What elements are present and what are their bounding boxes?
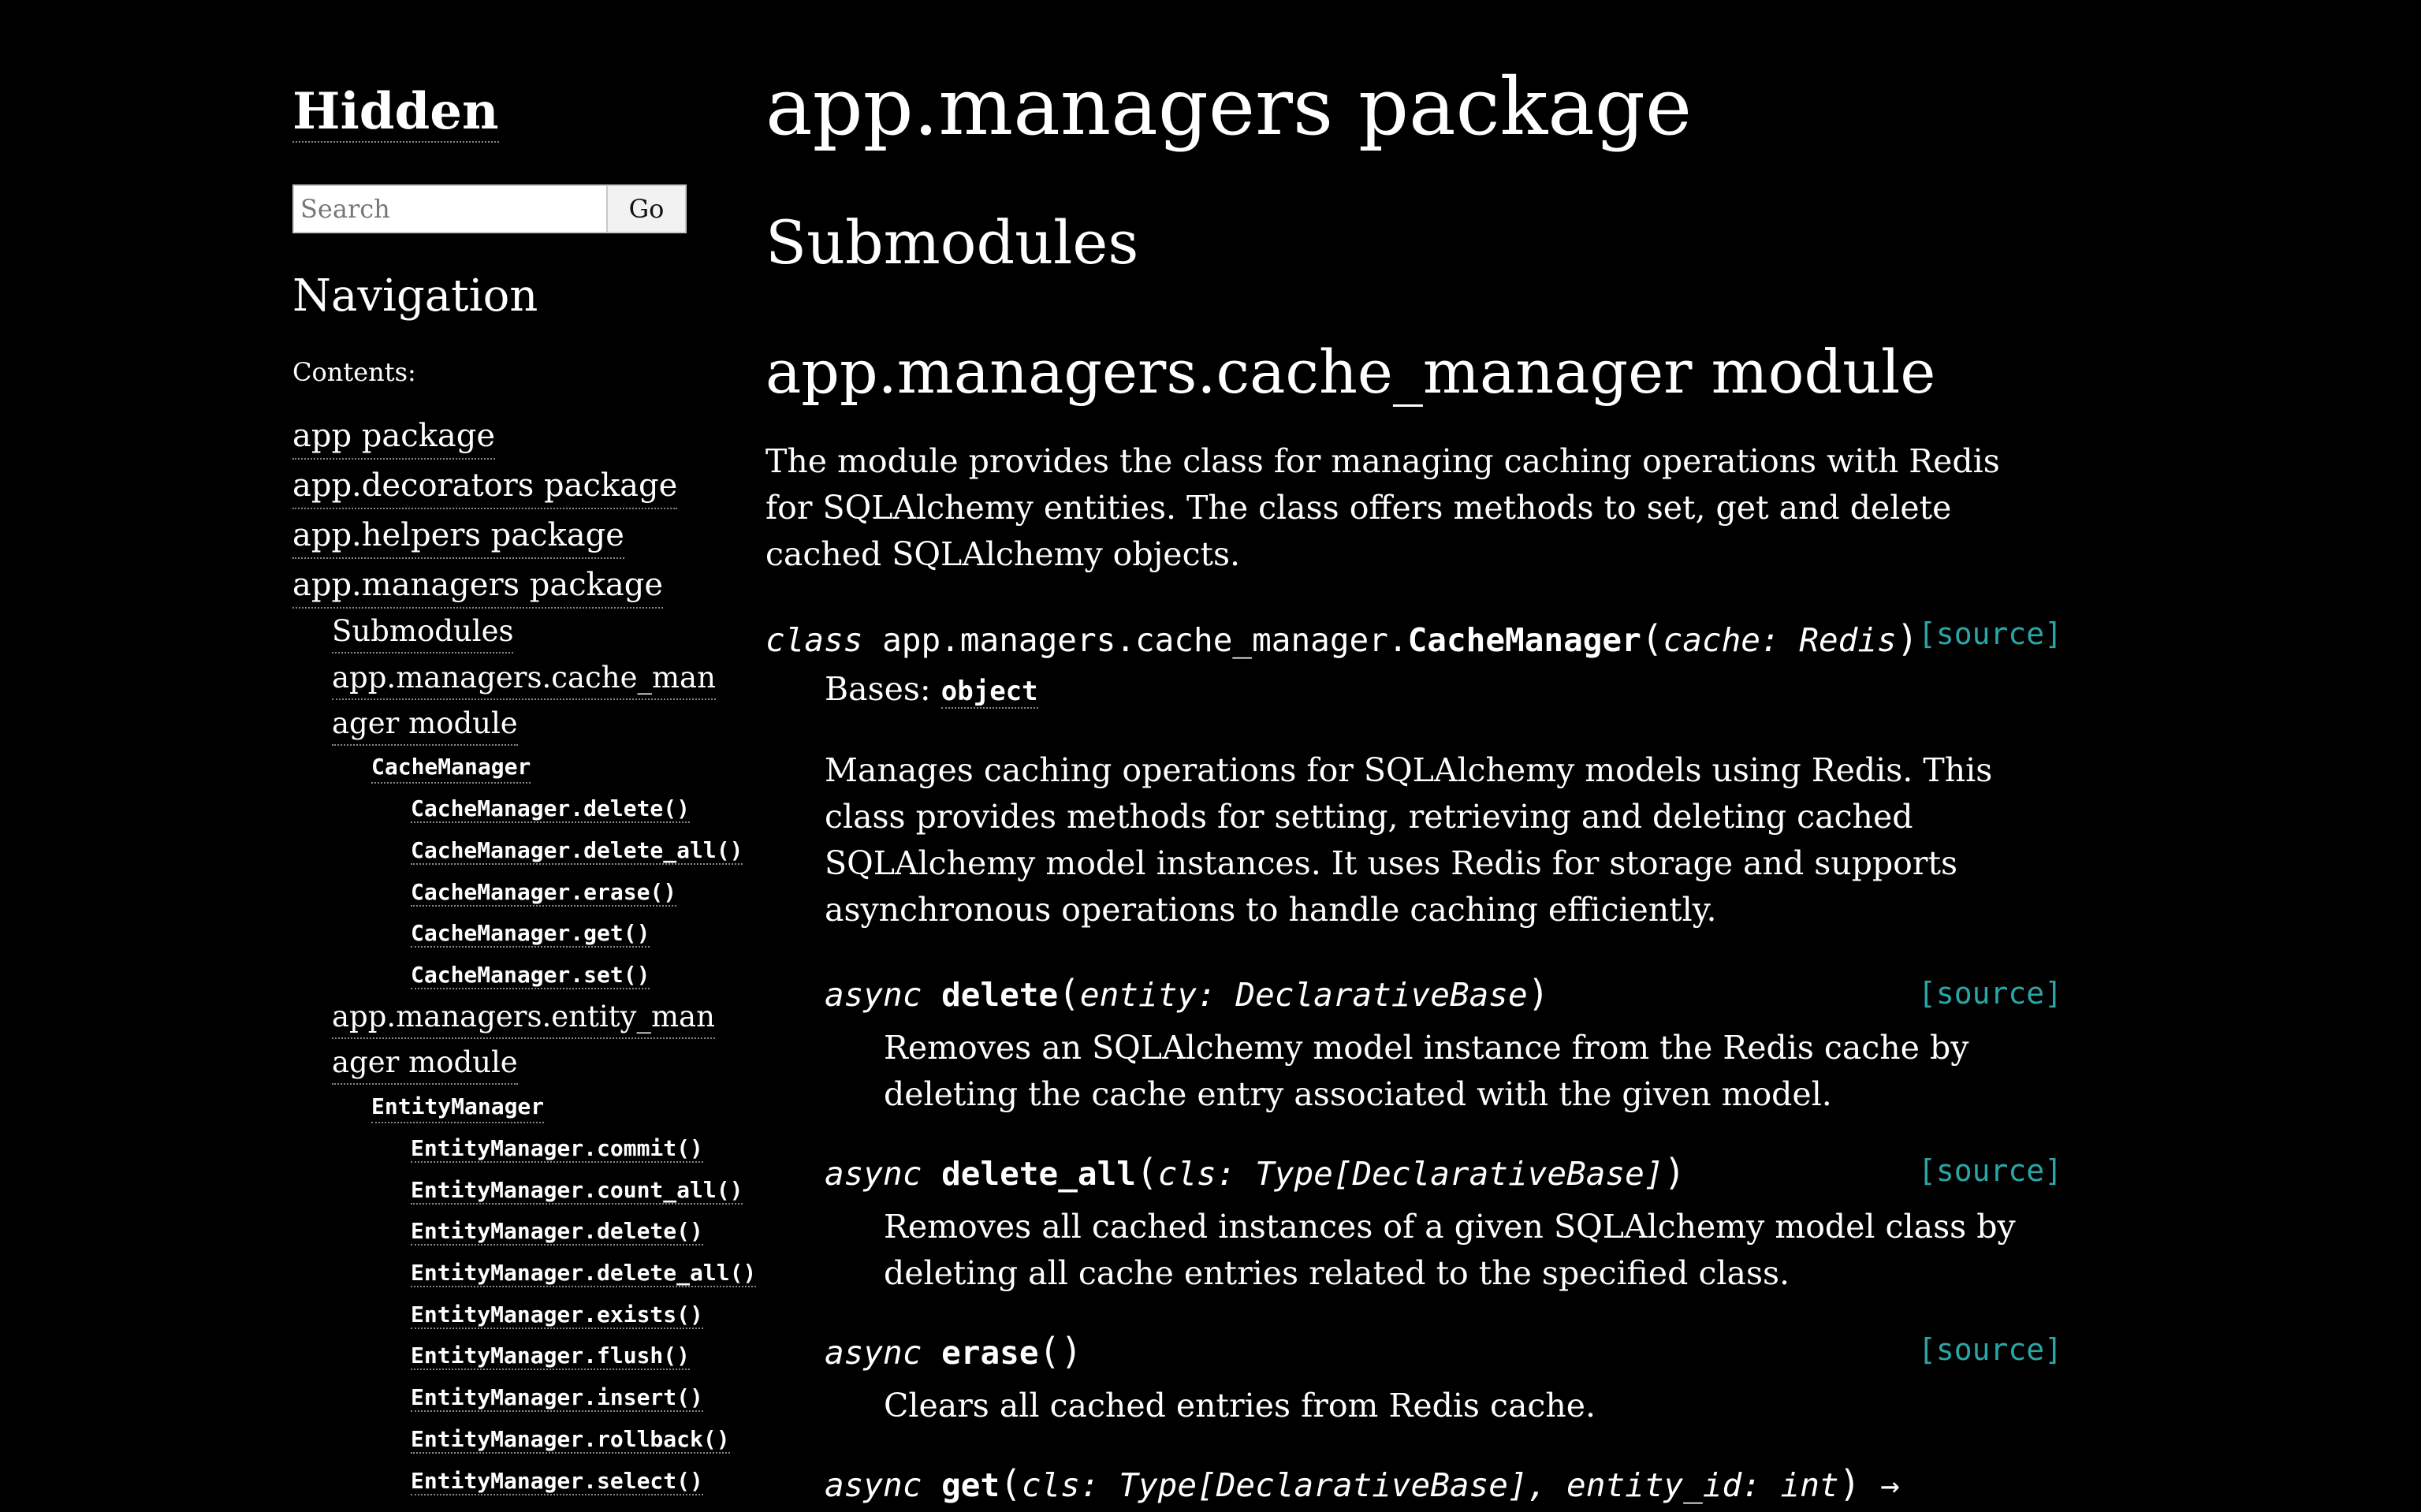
delete-all-source-link[interactable]: [source] <box>1917 1153 2062 1188</box>
toc-entitymanager-select[interactable]: EntityManager.select() <box>411 1468 703 1494</box>
method-delete-description: Removes an SQLAlchemy model instance from the Redis cache by deleting the cache entry associated with the given model. <box>884 1029 1969 1113</box>
close-paren: ) <box>1838 1462 1861 1505</box>
toc-helpers-package[interactable]: app.helpers package <box>292 513 624 559</box>
method-params: cls: Type[DeclarativeBase], entity_id: int <box>1021 1466 1839 1504</box>
method-erase-description: Clears all cached entries from Redis cache. <box>884 1387 1596 1424</box>
toc-managers-package[interactable]: app.managers package <box>292 563 663 609</box>
async-keyword: async <box>825 976 922 1014</box>
toc-entitymanager-rollback[interactable]: EntityManager.rollback() <box>411 1426 730 1452</box>
toc-entitymanager-class[interactable]: EntityManager <box>371 1092 544 1123</box>
class-description: Manages caching operations for SQLAlchemy models using Redis. This class provides methods for setting, retrieving and deleting cached SQLAlchemy model instances. It uses Redis for storage and supports asynchronous operations to handle caching efficiently. <box>825 751 1993 929</box>
toc-cachemanager-erase[interactable]: CacheManager.erase() <box>411 879 677 905</box>
toc-entity-method-item <box>411 1383 710 1413</box>
navigation-heading: Navigation <box>292 270 538 322</box>
toc-cachemanager-set[interactable]: CacheManager.set() <box>411 962 650 988</box>
toc-entitymanager-exists[interactable]: EntityManager.exists() <box>411 1302 703 1328</box>
toc-cachemanager-delete-all[interactable]: CacheManager.delete_all() <box>411 837 743 863</box>
method-get-signature <box>825 1460 1900 1509</box>
page-title: app.managers package <box>765 61 1693 153</box>
toc-cache-method-item <box>411 918 710 948</box>
async-keyword: async <box>825 1466 922 1504</box>
toc-entity-manager-module-line1[interactable]: app.managers.entity_man <box>332 996 715 1039</box>
toc-entity-method-item <box>411 1216 710 1246</box>
return-arrow: → <box>1880 1466 1900 1504</box>
method-name: delete <box>941 976 1059 1014</box>
close-paren: ) <box>1663 1151 1686 1194</box>
close-paren: ) <box>1896 617 1919 660</box>
cache-manager-module-heading: app.managers.cache_manager module <box>765 337 1936 407</box>
class-signature <box>765 615 1918 664</box>
toc-cachemanager-class[interactable]: CacheManager <box>371 752 531 784</box>
toc-entity-manager-module-line2[interactable]: ager module <box>332 1042 518 1085</box>
class-param: cache: Redis <box>1663 621 1897 659</box>
module-description: The module provides the class for managing caching operations with Redis for SQLAlchemy entities. The class offers methods to set, get and delete cached SQLAlchemy objects. <box>765 442 2000 573</box>
toc-entity-method-item <box>411 1341 710 1371</box>
method-delete-signature <box>825 970 1549 1019</box>
toc-cache-manager-module-line2[interactable]: ager module <box>332 703 518 746</box>
method-erase-signature <box>825 1328 1082 1376</box>
toc-entitymanager-insert[interactable]: EntityManager.insert() <box>411 1384 703 1410</box>
submodules-heading: Submodules <box>765 207 1139 277</box>
logo-link[interactable]: Hidden <box>292 82 499 141</box>
class-keyword: class <box>765 621 863 659</box>
method-delete-all-description: Removes all cached instances of a given SQLAlchemy model class by deleting all cache entries related to the specified class. <box>884 1208 2016 1292</box>
search-go-button[interactable]: Go <box>608 184 687 233</box>
open-paren: ( <box>1000 1462 1022 1505</box>
method-name: get <box>941 1466 1000 1504</box>
toc-entity-method-item <box>411 1424 730 1454</box>
method-params: cls: Type[DeclarativeBase] <box>1157 1155 1664 1193</box>
toc-entity-method-item <box>411 1134 710 1164</box>
class-bases <box>825 665 1038 715</box>
site-logo[interactable] <box>292 80 499 143</box>
toc-entity-method-item <box>411 1466 710 1496</box>
close-paren: ) <box>1527 972 1550 1015</box>
search-form <box>292 184 687 233</box>
toc-cache-method-item <box>411 877 710 907</box>
delete-source-link[interactable]: [source] <box>1917 976 2062 1011</box>
toc-entitymanager-flush[interactable]: EntityManager.flush() <box>411 1343 691 1369</box>
toc-submodules[interactable]: Submodules <box>332 611 513 654</box>
class-source-link[interactable]: [source] <box>1917 616 2062 651</box>
async-keyword: async <box>825 1334 922 1372</box>
class-name: CacheManager <box>1407 621 1641 659</box>
method-delete-all-signature <box>825 1149 1685 1197</box>
async-keyword: async <box>825 1155 922 1193</box>
erase-source-link[interactable]: [source] <box>1917 1332 2062 1367</box>
toc-cache-method-item <box>411 794 710 824</box>
sidebar <box>292 0 757 1512</box>
toc-entity-method-item <box>411 1175 743 1205</box>
toc-cache-method-item <box>411 960 710 990</box>
toc-app-package[interactable]: app package <box>292 414 495 460</box>
toc-cachemanager-get[interactable]: CacheManager.get() <box>411 920 650 946</box>
open-paren: ( <box>1641 617 1663 660</box>
toc-cachemanager-delete[interactable]: CacheManager.delete() <box>411 795 691 821</box>
toc-entitymanager-commit[interactable]: EntityManager.commit() <box>411 1135 703 1161</box>
open-paren: ( <box>1135 1151 1158 1194</box>
method-name: delete_all <box>941 1155 1136 1193</box>
toc-entitymanager-delete[interactable]: EntityManager.delete() <box>411 1218 703 1244</box>
bases-object-link[interactable]: object <box>940 676 1038 707</box>
toc-decorators-package[interactable]: app.decorators package <box>292 464 677 509</box>
toc-entitymanager-delete-all[interactable]: EntityManager.delete_all() <box>411 1260 757 1286</box>
bases-label: Bases: <box>825 670 931 708</box>
open-paren: ( <box>1058 972 1080 1015</box>
contents-label: Contents: <box>292 357 416 387</box>
toc-entity-method-item <box>411 1300 710 1330</box>
open-paren: ( <box>1038 1330 1061 1372</box>
toc-entity-method-item <box>411 1258 757 1288</box>
main-content <box>765 0 2074 1512</box>
search-input[interactable] <box>292 184 608 233</box>
method-params: entity: DeclarativeBase <box>1079 976 1528 1014</box>
toc-cache-method-item <box>411 836 743 866</box>
method-name: erase <box>941 1334 1039 1372</box>
toc-cache-manager-module-line1[interactable]: app.managers.cache_man <box>332 657 716 700</box>
toc-entitymanager-count-all[interactable]: EntityManager.count_all() <box>411 1177 743 1203</box>
class-module-prefix: app.managers.cache_manager. <box>882 621 1408 659</box>
close-paren: ) <box>1060 1330 1082 1372</box>
